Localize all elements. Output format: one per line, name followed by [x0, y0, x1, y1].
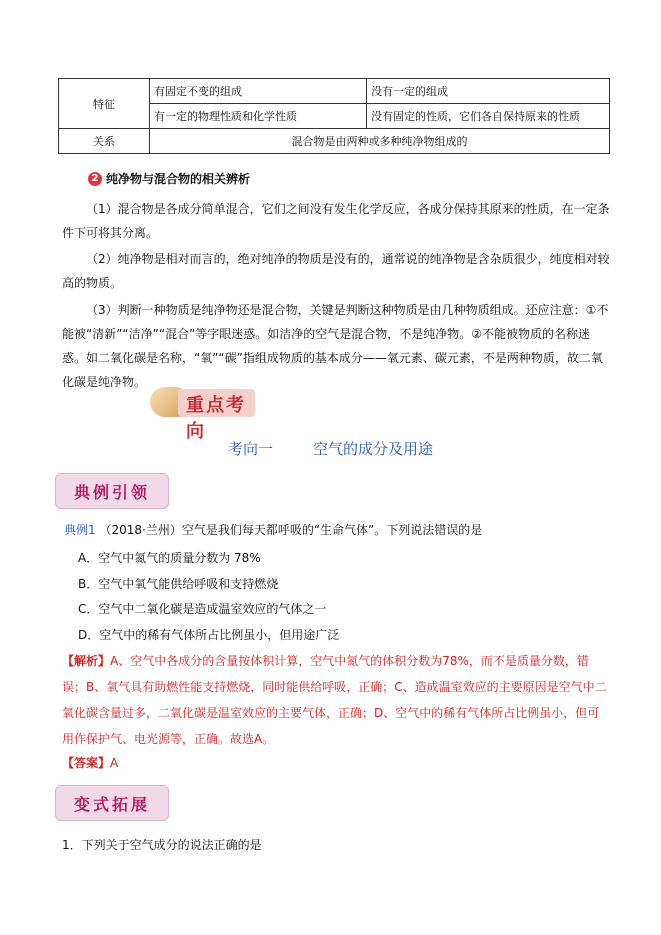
topic-title: 空气的成分及用途	[313, 440, 434, 458]
paragraph-1: （1）混合物是各成分简单混合，它们之间没有发生化学反应，各成分保持其原来的性质，在一定条件下可将其分离。	[62, 202, 610, 240]
example-question	[64, 521, 482, 538]
analysis	[62, 648, 610, 752]
section-title: 纯净物与混合物的相关辨析	[106, 172, 251, 186]
relation-text: 混合物是由两种或多种纯净物组成的	[150, 129, 610, 154]
analysis-label: 【解析】	[62, 654, 111, 668]
example-label: 典例1	[64, 523, 96, 537]
topic-number: 考向一	[227, 440, 273, 458]
example-tag: 典例引领	[55, 473, 169, 509]
variant-tag: 变式拓展	[55, 785, 169, 821]
answer-text: A	[110, 756, 119, 770]
key-topics-banner	[150, 383, 255, 442]
mixture-properties: 没有固定的性质，它们各自保持原来的性质	[367, 104, 610, 129]
paragraph-2: （2）纯净物是相对而言的，绝对纯净的物质是没有的，通常说的纯净物是含杂质很少，纯度相对较高的物质。	[62, 252, 610, 290]
row-head-feature: 特征	[59, 79, 150, 129]
pure-properties: 有一定的物理性质和化学性质	[150, 104, 367, 129]
analysis-text: A、空气中各成分的含量按体积计算，空气中氮气的体积分数为78%，而不是质量分数，错误；B、氧气具有助燃性能支持燃烧，同时能供给呼吸，正确；C、造成温室效应的主要原因是空气中二氧化碳含量过多，二氧化碳是温室效应的主要气体，正确；D、空气中的稀有气体所占比例虽小，但可用作保护气、电光源等，正确。故选A。	[62, 654, 607, 746]
section-heading	[88, 170, 250, 187]
section-number-badge: 2	[88, 172, 102, 186]
question-text: （2018·兰州）空气是我们每天都呼吸的“生命气体”。下列说法错误的是	[99, 523, 483, 537]
row-head-relation: 关系	[59, 129, 150, 154]
banner-title: 重点考向	[186, 395, 246, 442]
option-a: A．空气中氮气的质量分数为 78%	[78, 551, 261, 565]
answer-label: 【答案】	[62, 756, 111, 770]
exercise-question-1: 1．下列关于空气成分的说法正确的是	[62, 838, 262, 852]
topic-heading	[0, 438, 661, 459]
option-d: D．空气中的稀有气体所占比例虽小，但用途广泛	[78, 628, 340, 642]
answer	[62, 754, 118, 771]
comparison-table	[58, 78, 610, 154]
mixture-composition: 没有一定的组成	[367, 79, 610, 104]
paragraph-3: （3）判断一种物质是纯净物还是混合物，关键是判断这种物质是由几种物质组成。还应注意：①不能被“清新”“洁净”“混合”等字眼迷惑。如洁净的空气是混合物，不是纯净物。②不能被物质的名称迷惑。如二氧化碳是名称，“氧”“碳”指组成物质的基本成分——氧元素、碳元素，不是两种物质，故二氧化碳是纯净物。	[62, 303, 609, 389]
pure-composition: 有固定不变的组成	[150, 79, 367, 104]
option-c: C．空气中二氧化碳是造成温室效应的气体之一	[78, 602, 327, 616]
option-b: B．空气中氧气能供给呼吸和支持燃烧	[78, 577, 279, 591]
